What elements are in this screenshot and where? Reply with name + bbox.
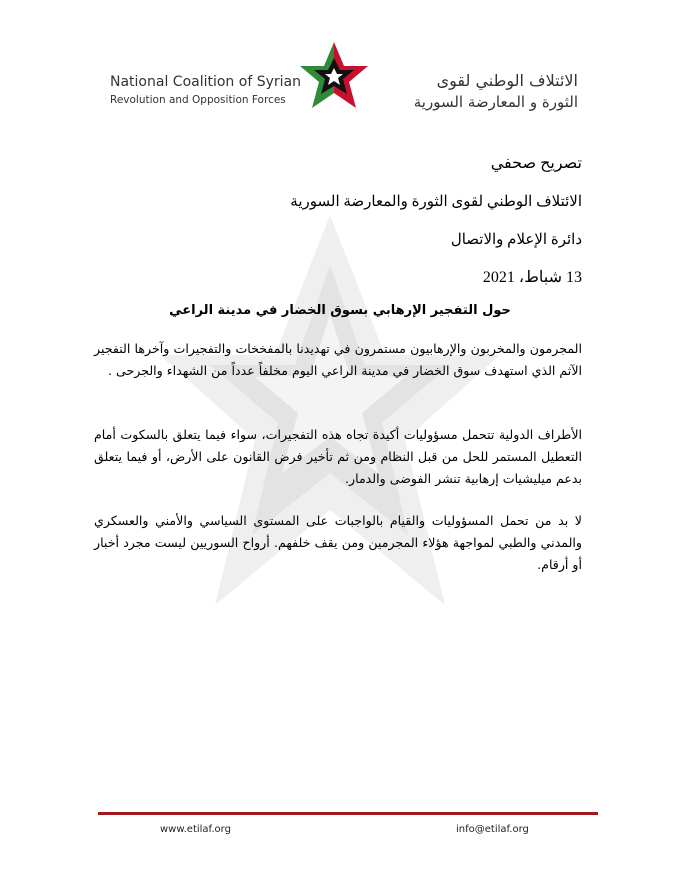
header-english-line1: National Coalition of Syrian [110, 74, 301, 90]
department-name: دائرة الإعلام والاتصال [450, 232, 582, 248]
header-arabic-line2: الثورة و المعارضة السورية [413, 93, 578, 111]
statement-date: 13 شباط، 2021 [482, 269, 582, 286]
statement-title: حول التفجير الإرهابي بسوق الخضار في مدينة الراعي [169, 303, 511, 318]
body-paragraph-1: المجرمون والمخربون والإرهابيون مستمرون في تهديدنا بالمفخخات والتفجيرات وآخرها التفجير الآثم الذي استهدف سوق الخضار في مدينة الراعي اليوم مخلفاً عدداً من الشهداء والجرحى . [94, 341, 582, 378]
organization-name: الائتلاف الوطني لقوى الثورة والمعارضة السورية [290, 194, 582, 210]
body-paragraph-2: الأطراف الدولية تتحمل مسؤوليات أكيدة تجاه هذه التفجيرات، سواء فيما يتعلق بالسكوت أمام التعطيل المستمر للحل من قبل النظام ومن ثم تأخير فرض القانون على الأرض، أو فيما يتعلق بدعم ميليشيات إرهابية تنشر الفوضى والدمار. [94, 427, 582, 486]
footer-website-link[interactable]: www.etilaf.org [160, 824, 231, 835]
statement-type: تصريح صحفي [490, 155, 582, 172]
header-english-line2: Revolution and Opposition Forces [110, 94, 286, 106]
footer-email-link[interactable]: info@etilaf.org [456, 824, 529, 835]
header-arabic-name [378, 70, 578, 112]
coalition-star-logo [298, 40, 370, 112]
header-english-name [110, 73, 310, 108]
header-arabic-line1: الائتلاف الوطني لقوى [436, 71, 578, 90]
footer-divider [98, 812, 598, 815]
body-paragraph-3: لا بد من تحمل المسؤوليات والقيام بالواجبات على المستوى السياسي والأمني والعسكري والمدني والطبي لمواجهة هؤلاء المجرمين ومن يقف خلفهم. أرواح السوريين ليست مجرد أخبار أو أرقام. [94, 513, 582, 572]
